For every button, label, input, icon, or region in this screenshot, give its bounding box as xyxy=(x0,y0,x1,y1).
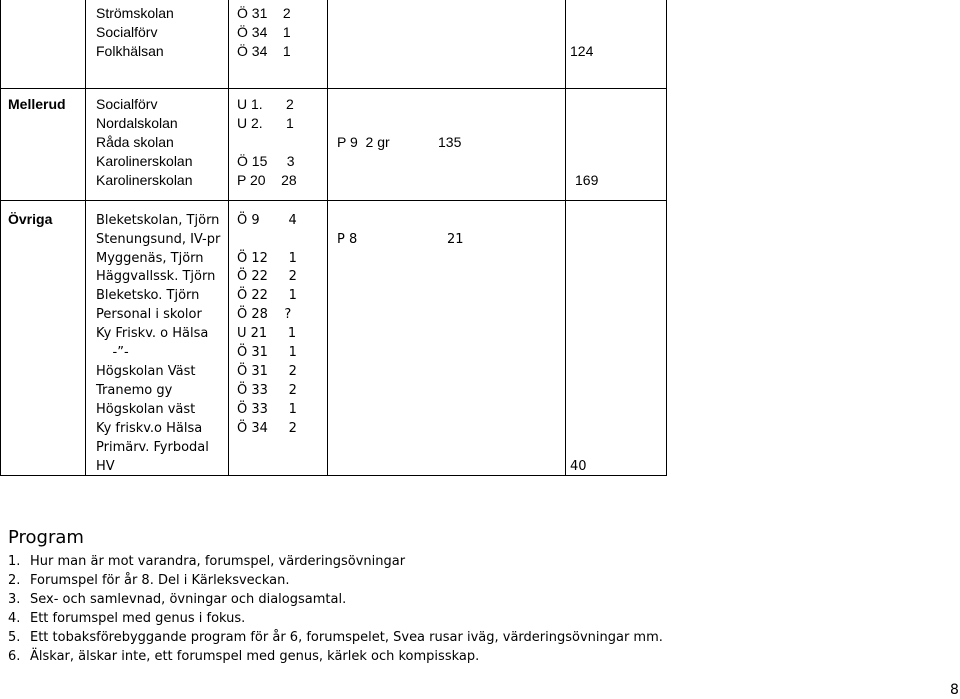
col-divider-1 xyxy=(85,0,86,476)
extra-cell: P 8 xyxy=(337,232,358,247)
region-cell: Övriga xyxy=(8,211,53,227)
item-number: 6. xyxy=(8,649,21,664)
school-cell: Karolinerskolan xyxy=(96,172,193,188)
list-item xyxy=(8,628,663,647)
code-cell: Ö 31 2 xyxy=(237,364,297,379)
school-cell: Personal i skolor xyxy=(96,307,202,322)
item-text: Hur man är mot varandra, forumspel, värderingsövningar xyxy=(30,554,406,569)
list-item xyxy=(8,647,663,666)
total-cell: 40 xyxy=(570,459,587,474)
school-cell: Socialförv xyxy=(96,24,158,40)
code-cell: U 21 1 xyxy=(237,326,297,341)
code-cell: Ö 33 2 xyxy=(237,383,297,398)
item-number: 4. xyxy=(8,611,21,626)
list-item xyxy=(8,552,663,571)
table-right-border xyxy=(666,0,667,476)
code-cell: Ö 15 3 xyxy=(237,153,295,169)
school-cell: Nordalskolan xyxy=(96,115,178,131)
col-divider-3 xyxy=(327,0,328,476)
school-cell: Häggvallssk. Tjörn xyxy=(96,269,216,284)
list-item xyxy=(8,590,663,609)
code-cell: Ö 31 2 xyxy=(237,5,291,21)
school-cell: HV xyxy=(96,459,115,474)
row-divider-2 xyxy=(0,200,667,201)
item-text: Ett forumspel med genus i fokus. xyxy=(30,611,246,626)
code-cell: Ö 34 1 xyxy=(237,43,291,59)
school-cell: Bleketskolan, Tjörn xyxy=(96,213,220,228)
code-cell: Ö 22 2 xyxy=(237,269,297,284)
region-cell: Mellerud xyxy=(8,96,66,112)
item-number: 2. xyxy=(8,573,21,588)
school-cell: Myggenäs, Tjörn xyxy=(96,251,204,266)
page-number: 8 xyxy=(950,682,959,698)
item-number: 1. xyxy=(8,554,21,569)
col-divider-4 xyxy=(565,0,566,476)
row-divider-1 xyxy=(0,88,667,89)
item-number: 5. xyxy=(8,630,21,645)
item-text: Ett tobaksförebyggande program för år 6, forumspelet, Svea rusar iväg, värderingsövningar mm. xyxy=(30,630,663,645)
code-cell: Ö 33 1 xyxy=(237,402,297,417)
code-cell: U 2. 1 xyxy=(237,115,294,131)
list-item xyxy=(8,609,663,628)
code-cell: Ö 9 4 xyxy=(237,213,297,228)
table-left-border xyxy=(0,0,1,476)
code-cell: Ö 34 1 xyxy=(237,24,291,40)
school-cell: -”- xyxy=(96,345,129,360)
school-cell: Råda skolan xyxy=(96,134,174,150)
code-cell: Ö 22 1 xyxy=(237,288,297,303)
school-cell: Stenungsund, IV-pr xyxy=(96,232,221,247)
list-item xyxy=(8,571,663,590)
code-cell: U 1. 2 xyxy=(237,96,294,112)
extra-cell: P 9 2 gr xyxy=(337,134,390,150)
program-list xyxy=(8,552,663,666)
school-cell: Karolinerskolan xyxy=(96,153,193,169)
school-cell: Socialförv xyxy=(96,96,158,112)
school-cell: Strömskolan xyxy=(96,5,174,21)
item-text: Älskar, älskar inte, ett forumspel med genus, kärlek och kompisskap. xyxy=(30,649,480,664)
item-number: 3. xyxy=(8,592,21,607)
school-cell: Ky friskv.o Hälsa xyxy=(96,421,203,436)
school-cell: Tranemo gy xyxy=(96,383,173,398)
extra-value-cell: 135 xyxy=(438,134,462,150)
school-cell: Ky Friskv. o Hälsa xyxy=(96,326,209,341)
code-cell: Ö 34 2 xyxy=(237,421,297,436)
program-heading: Program xyxy=(8,527,84,548)
code-cell: P 20 28 xyxy=(237,172,297,188)
item-text: Forumspel för år 8. Del i Kärleksveckan. xyxy=(30,573,290,588)
school-cell: Högskolan väst xyxy=(96,402,196,417)
code-cell: Ö 12 1 xyxy=(237,251,297,266)
school-cell: Bleketsko. Tjörn xyxy=(96,288,200,303)
code-cell: Ö 28 ? xyxy=(237,307,292,322)
total-cell: 169 xyxy=(575,172,599,188)
school-cell: Folkhälsan xyxy=(96,43,164,59)
code-cell: Ö 31 1 xyxy=(237,345,297,360)
extra-value-cell: 21 xyxy=(447,232,464,247)
total-cell: 124 xyxy=(570,43,594,59)
school-cell: Högskolan Väst xyxy=(96,364,196,379)
school-cell: Primärv. Fyrbodal xyxy=(96,440,209,455)
item-text: Sex- och samlevnad, övningar och dialogsamtal. xyxy=(30,592,347,607)
col-divider-2 xyxy=(228,0,229,476)
